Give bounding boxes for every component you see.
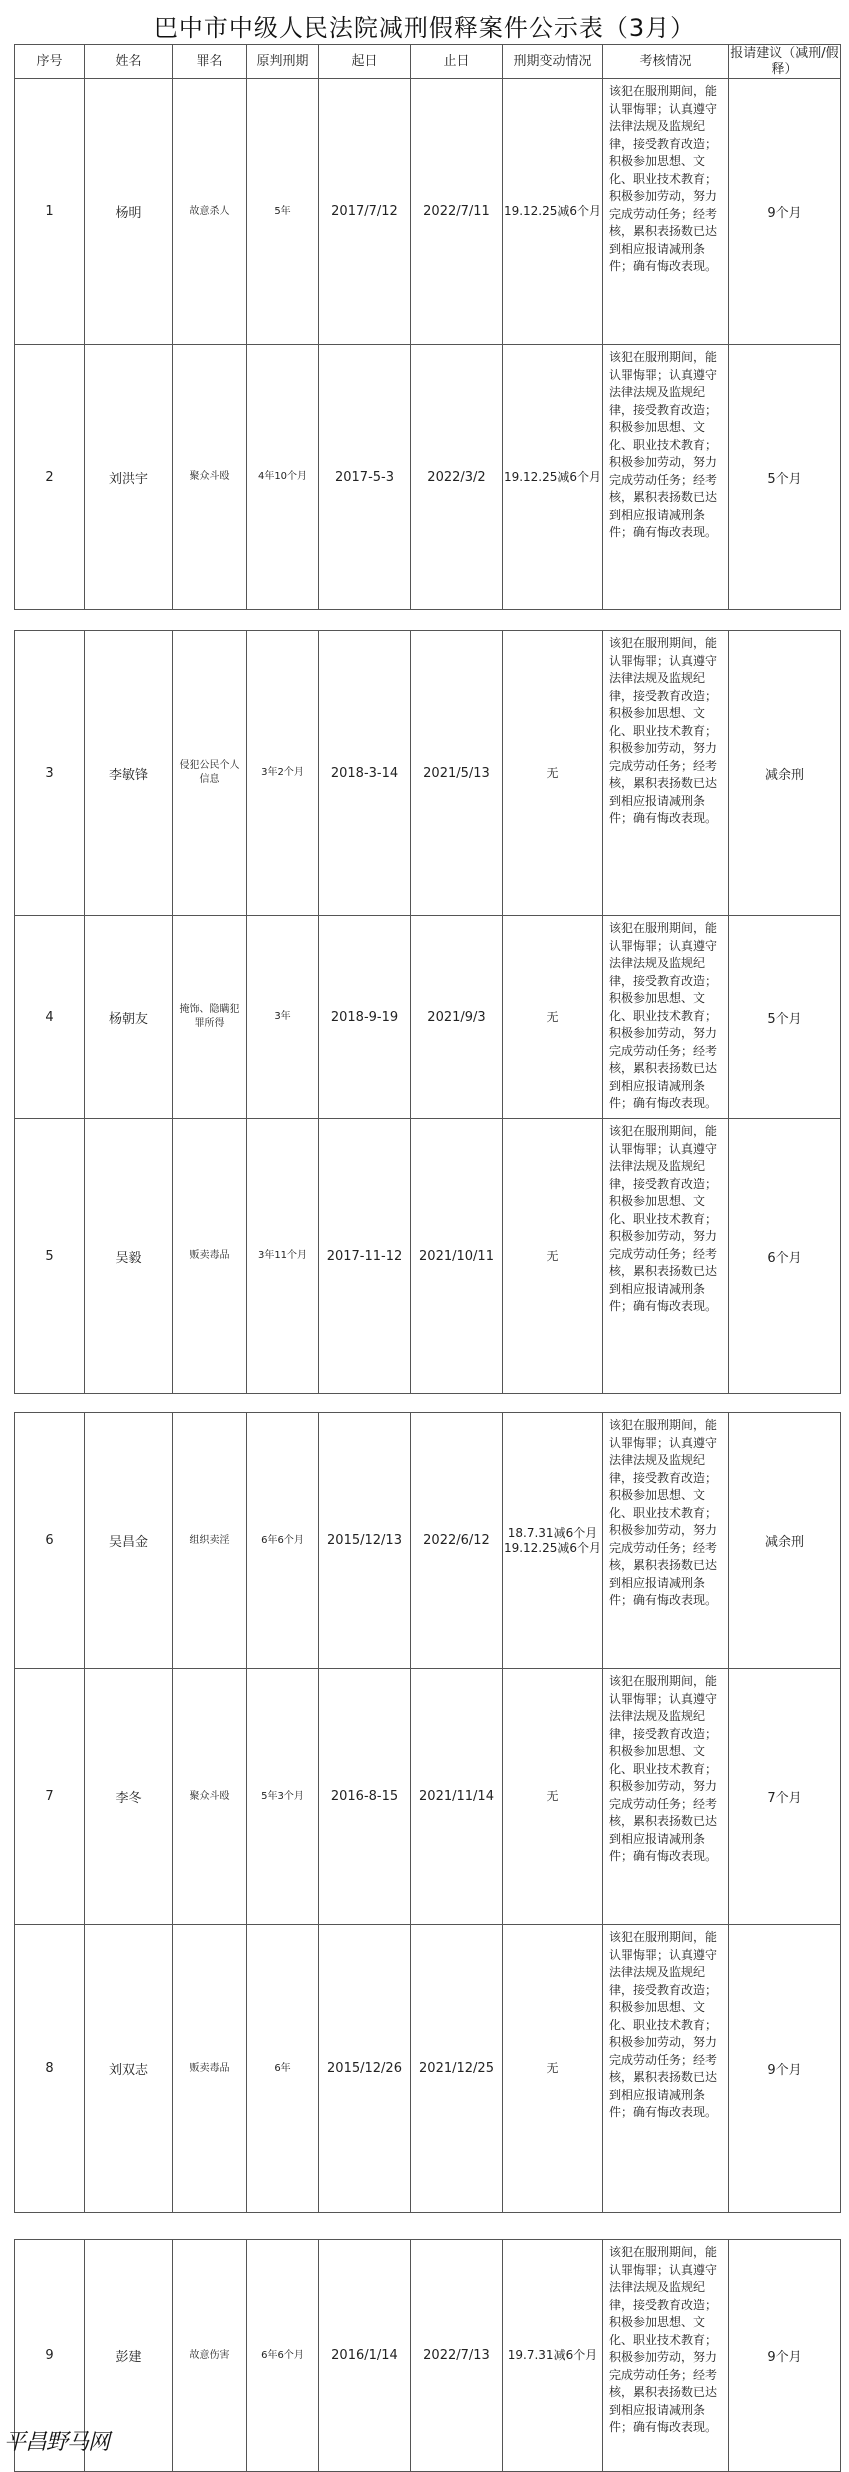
table-row xyxy=(15,1925,841,2213)
cell-change: 18.7.31减6个月 19.12.25减6个月 xyxy=(503,1413,603,1669)
cell-assessment xyxy=(603,2240,729,2472)
table-row xyxy=(15,1413,841,1669)
cell-no: 8 xyxy=(15,1925,85,2213)
cell-suggestion: 9个月 xyxy=(729,2240,841,2472)
cell-name: 刘洪宇 xyxy=(85,345,173,610)
cell-suggestion: 5个月 xyxy=(729,916,841,1119)
cell-no: 1 xyxy=(15,79,85,345)
cell-no: 6 xyxy=(15,1413,85,1669)
assessment-text: 该犯在服刑期间，能认罪悔罪；认真遵守法律法规及监规纪律，接受教育改造；积极参加思想、文化、职业技术教育；积极参加劳动，努力完成劳动任务；经考核，累积表扬数已达到相应报请减刑条件；确有悔改表现。 xyxy=(609,1418,718,1607)
col-crime-header: 罪名 xyxy=(173,45,247,79)
cell-assessment xyxy=(603,631,729,916)
page-title: 巴中市中级人民法院减刑假释案件公示表（3月） xyxy=(153,14,696,42)
cell-no: 3 xyxy=(15,631,85,916)
table-header xyxy=(15,45,841,79)
cell-end: 2021/10/11 xyxy=(411,1119,503,1394)
col-original-header: 原判刑期 xyxy=(247,45,319,79)
section-gap xyxy=(14,1396,840,1412)
cell-start: 2015/12/26 xyxy=(319,1925,411,2213)
cell-assessment xyxy=(603,79,729,345)
cell-name: 彭建 xyxy=(85,2240,173,2472)
assessment-text: 该犯在服刑期间，能认罪悔罪；认真遵守法律法规及监规纪律，接受教育改造；积极参加思想、文化、职业技术教育；积极参加劳动，努力完成劳动任务；经考核，累积表扬数已达到相应报请减刑条件；确有悔改表现。 xyxy=(609,921,718,1110)
cell-change: 无 xyxy=(503,1925,603,2213)
cell-assessment xyxy=(603,1119,729,1394)
cell-start: 2017-11-12 xyxy=(319,1119,411,1394)
assessment-text: 该犯在服刑期间，能认罪悔罪；认真遵守法律法规及监规纪律，接受教育改造；积极参加思想、文化、职业技术教育；积极参加劳动，努力完成劳动任务；经考核，累积表扬数已达到相应报请减刑条件；确有悔改表现。 xyxy=(609,1124,718,1313)
cell-crime: 聚众斗殴 xyxy=(173,1669,247,1925)
watermark-logo: 平昌野马网 xyxy=(4,2430,110,2455)
cell-assessment xyxy=(603,1925,729,2213)
cell-end: 2021/11/14 xyxy=(411,1669,503,1925)
cell-end: 2022/7/11 xyxy=(411,79,503,345)
col-suggestion-header: 报请建议（减刑/假释） xyxy=(730,45,839,77)
table-row xyxy=(15,2240,841,2472)
table-row xyxy=(15,1119,841,1394)
cell-crime: 组织卖淫 xyxy=(173,1413,247,1669)
cell-start: 2017-5-3 xyxy=(319,345,411,610)
cell-change: 19.7.31减6个月 xyxy=(503,2240,603,2472)
cell-name: 杨明 xyxy=(85,79,173,345)
cell-end: 2022/6/12 xyxy=(411,1413,503,1669)
col-name-header: 姓名 xyxy=(85,45,173,79)
col-assessment-header: 考核情况 xyxy=(603,45,729,79)
cell-original: 6年6个月 xyxy=(247,2240,319,2472)
table-segment-4 xyxy=(14,2239,841,2472)
cell-change: 19.12.25减6个月 xyxy=(503,345,603,610)
cell-original: 3年 xyxy=(247,916,319,1119)
cell-start: 2015/12/13 xyxy=(319,1413,411,1669)
cell-crime: 故意杀人 xyxy=(173,79,247,345)
table-row xyxy=(15,79,841,345)
cell-assessment xyxy=(603,1413,729,1669)
cell-start: 2017/7/12 xyxy=(319,79,411,345)
col-change-header: 刑期变动情况 xyxy=(503,45,603,79)
cell-no: 4 xyxy=(15,916,85,1119)
cell-no: 9 xyxy=(15,2240,85,2472)
table-segment-3 xyxy=(14,1412,841,2213)
assessment-text: 该犯在服刑期间，能认罪悔罪；认真遵守法律法规及监规纪律，接受教育改造；积极参加思想、文化、职业技术教育；积极参加劳动，努力完成劳动任务；经考核，累积表扬数已达到相应报请减刑条件；确有悔改表现。 xyxy=(609,1930,718,2119)
cell-crime: 故意伤害 xyxy=(173,2240,247,2472)
cell-name: 李冬 xyxy=(85,1669,173,1925)
table-row xyxy=(15,916,841,1119)
cell-suggestion: 减余刑 xyxy=(729,1413,841,1669)
table-row xyxy=(15,631,841,916)
cell-change: 无 xyxy=(503,1669,603,1925)
section-gap xyxy=(14,2215,840,2239)
cell-suggestion: 5个月 xyxy=(729,345,841,610)
cell-original: 3年11个月 xyxy=(247,1119,319,1394)
section-gap xyxy=(14,612,840,630)
cell-start: 2018-3-14 xyxy=(319,631,411,916)
cell-original: 5年 xyxy=(247,79,319,345)
cell-start: 2016/1/14 xyxy=(319,2240,411,2472)
cell-assessment xyxy=(603,916,729,1119)
cell-end: 2022/7/13 xyxy=(411,2240,503,2472)
cell-no: 7 xyxy=(15,1669,85,1925)
cell-start: 2018-9-19 xyxy=(319,916,411,1119)
assessment-text: 该犯在服刑期间，能认罪悔罪；认真遵守法律法规及监规纪律，接受教育改造；积极参加思想、文化、职业技术教育；积极参加劳动，努力完成劳动任务；经考核，累积表扬数已达到相应报请减刑条件；确有悔改表现。 xyxy=(609,84,718,273)
cell-original: 5年3个月 xyxy=(247,1669,319,1925)
cell-suggestion: 9个月 xyxy=(729,79,841,345)
cell-end: 2021/9/3 xyxy=(411,916,503,1119)
cell-no: 2 xyxy=(15,345,85,610)
cell-original: 4年10个月 xyxy=(247,345,319,610)
cell-original: 6年6个月 xyxy=(247,1413,319,1669)
cell-original: 3年2个月 xyxy=(247,631,319,916)
cell-change: 无 xyxy=(503,631,603,916)
cell-no: 5 xyxy=(15,1119,85,1394)
cell-suggestion: 7个月 xyxy=(729,1669,841,1925)
table-segment-2 xyxy=(14,630,841,1394)
cell-name: 刘双志 xyxy=(85,1925,173,2213)
table-row xyxy=(15,1669,841,1925)
cell-assessment xyxy=(603,1669,729,1925)
assessment-text: 该犯在服刑期间，能认罪悔罪；认真遵守法律法规及监规纪律，接受教育改造；积极参加思想、文化、职业技术教育；积极参加劳动，努力完成劳动任务；经考核，累积表扬数已达到相应报请减刑条件；确有悔改表现。 xyxy=(609,350,718,539)
cell-change: 19.12.25减6个月 xyxy=(503,79,603,345)
cell-crime: 侵犯公民个人信息 xyxy=(173,631,247,916)
cell-crime: 贩卖毒品 xyxy=(173,1925,247,2213)
table-row xyxy=(15,345,841,610)
cell-change: 无 xyxy=(503,916,603,1119)
cell-crime: 掩饰、隐瞒犯罪所得 xyxy=(173,916,247,1119)
table-segment-1 xyxy=(14,44,841,610)
cell-name: 吴昌金 xyxy=(85,1413,173,1669)
cell-crime: 聚众斗殴 xyxy=(173,345,247,610)
cell-name: 吴毅 xyxy=(85,1119,173,1394)
assessment-text: 该犯在服刑期间，能认罪悔罪；认真遵守法律法规及监规纪律，接受教育改造；积极参加思想、文化、职业技术教育；积极参加劳动，努力完成劳动任务；经考核，累积表扬数已达到相应报请减刑条件；确有悔改表现。 xyxy=(609,1674,718,1863)
col-no-header: 序号 xyxy=(15,45,85,79)
cell-start: 2016-8-15 xyxy=(319,1669,411,1925)
cell-crime: 贩卖毒品 xyxy=(173,1119,247,1394)
cell-name: 杨朝友 xyxy=(85,916,173,1119)
cell-original: 6年 xyxy=(247,1925,319,2213)
cell-suggestion: 9个月 xyxy=(729,1925,841,2213)
cell-change: 无 xyxy=(503,1119,603,1394)
cell-suggestion: 减余刑 xyxy=(729,631,841,916)
cell-end: 2021/5/13 xyxy=(411,631,503,916)
cell-assessment xyxy=(603,345,729,610)
cell-end: 2022/3/2 xyxy=(411,345,503,610)
assessment-text: 该犯在服刑期间，能认罪悔罪；认真遵守法律法规及监规纪律，接受教育改造；积极参加思想、文化、职业技术教育；积极参加劳动，努力完成劳动任务；经考核，累积表扬数已达到相应报请减刑条件；确有悔改表现。 xyxy=(609,2245,718,2434)
cell-end: 2021/12/25 xyxy=(411,1925,503,2213)
col-end-header: 止日 xyxy=(411,45,503,79)
cell-name: 李敏锋 xyxy=(85,631,173,916)
cell-suggestion: 6个月 xyxy=(729,1119,841,1394)
assessment-text: 该犯在服刑期间，能认罪悔罪；认真遵守法律法规及监规纪律，接受教育改造；积极参加思想、文化、职业技术教育；积极参加劳动，努力完成劳动任务；经考核，累积表扬数已达到相应报请减刑条件；确有悔改表现。 xyxy=(609,636,718,825)
col-start-header: 起日 xyxy=(319,45,411,79)
